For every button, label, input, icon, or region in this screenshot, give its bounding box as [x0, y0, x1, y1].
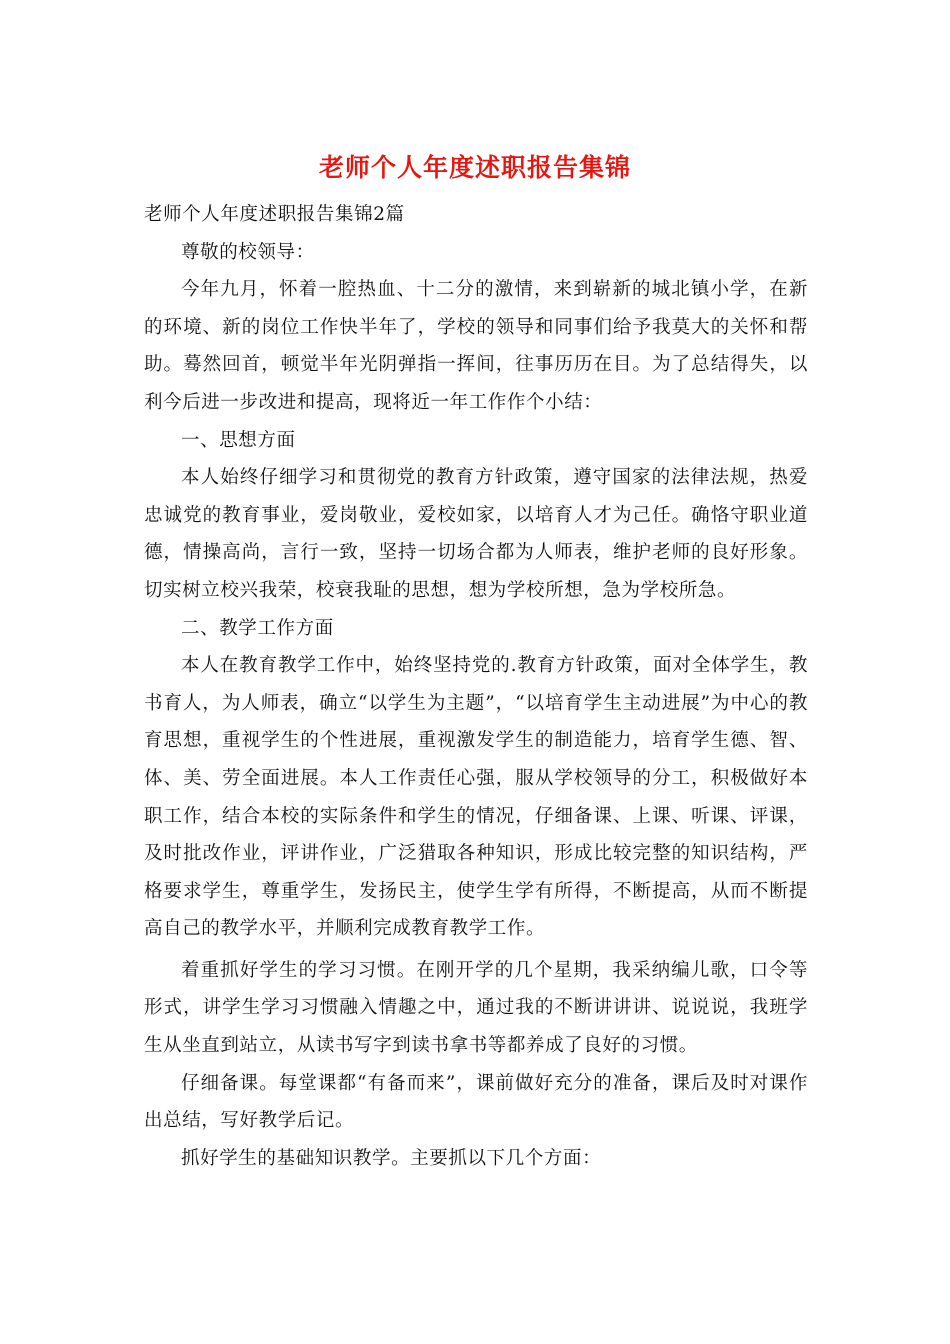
section-heading-teaching: 二、教学工作方面: [181, 617, 334, 639]
document-body: [144, 196, 808, 1177]
section-heading-thought: 一、思想方面: [181, 429, 296, 451]
basics-paragraph: 抓好学生的基础知识教学。主要抓以下几个方面：: [181, 1147, 602, 1169]
teaching-paragraph: 本人在教育教学工作中，始终坚持党的.教育方针政策，面对全体学生，教书育人，为人师表，确立“以学生为主题”，“以培育学生主动进展”为中心的教育思想，重视学生的个性进展，重视激发学生的制造能力，培育学生德、智、体、美、劳全面进展。本人工作责任心强，服从学校领导的分工，积极做好本职工作，结合本校的实际条件和学生的情况，仔细备课、上课、听课、评课，及时批改作业，评讲作业，广泛猎取各种知识，形成比较完整的知识结构，严格要求学生，尊重学生，发扬民主，使学生学有所得，不断提高，从而不断提高自己的教学水平，并顺利完成教育教学工作。: [144, 655, 808, 940]
habits-paragraph: 着重抓好学生的学习习惯。在刚开学的几个星期，我采纳编儿歌，口令等形式，讲学生学习习惯融入情趣之中，通过我的不断讲讲讲、说说说，我班学生从坐直到站立，从读书写字到读书拿书等都养成了良好的习惯。: [144, 959, 808, 1057]
subtitle-paragraph: 老师个人年度述职报告集锦2篇: [144, 204, 405, 225]
preparation-paragraph: 仔细备课。每堂课都“有备而来”，课前做好充分的准备，课后及时对课作出总结，写好教学后记。: [144, 1072, 808, 1132]
thought-paragraph: 本人始终仔细学习和贯彻党的教育方针政策，遵守国家的法律法规，热爱忠诚党的教育事业，爱岗敬业，爱校如家，以培育人才为己任。确恪守职业道德，情操高尚，言行一致，坚持一切场合都为人师表，维护老师的良好形象。切实树立校兴我荣，校衰我耻的思想，想为学校所想，急为学校所急。: [144, 467, 808, 601]
salutation-paragraph: 尊敬的校领导：: [181, 241, 315, 263]
page-title: 老师个人年度述职报告集锦: [318, 153, 631, 182]
intro-paragraph: 今年九月，怀着一腔热血、十二分的激情，来到崭新的城北镇小学，在新的环境、新的岗位工作快半年了，学校的领导和同事们给予我莫大的关怀和帮助。蓦然回首，顿觉半年光阴弹指一挥间，往事历历在目。为了总结得失，以利今后进一步改进和提高，现将近一年工作作个小结：: [144, 279, 808, 413]
